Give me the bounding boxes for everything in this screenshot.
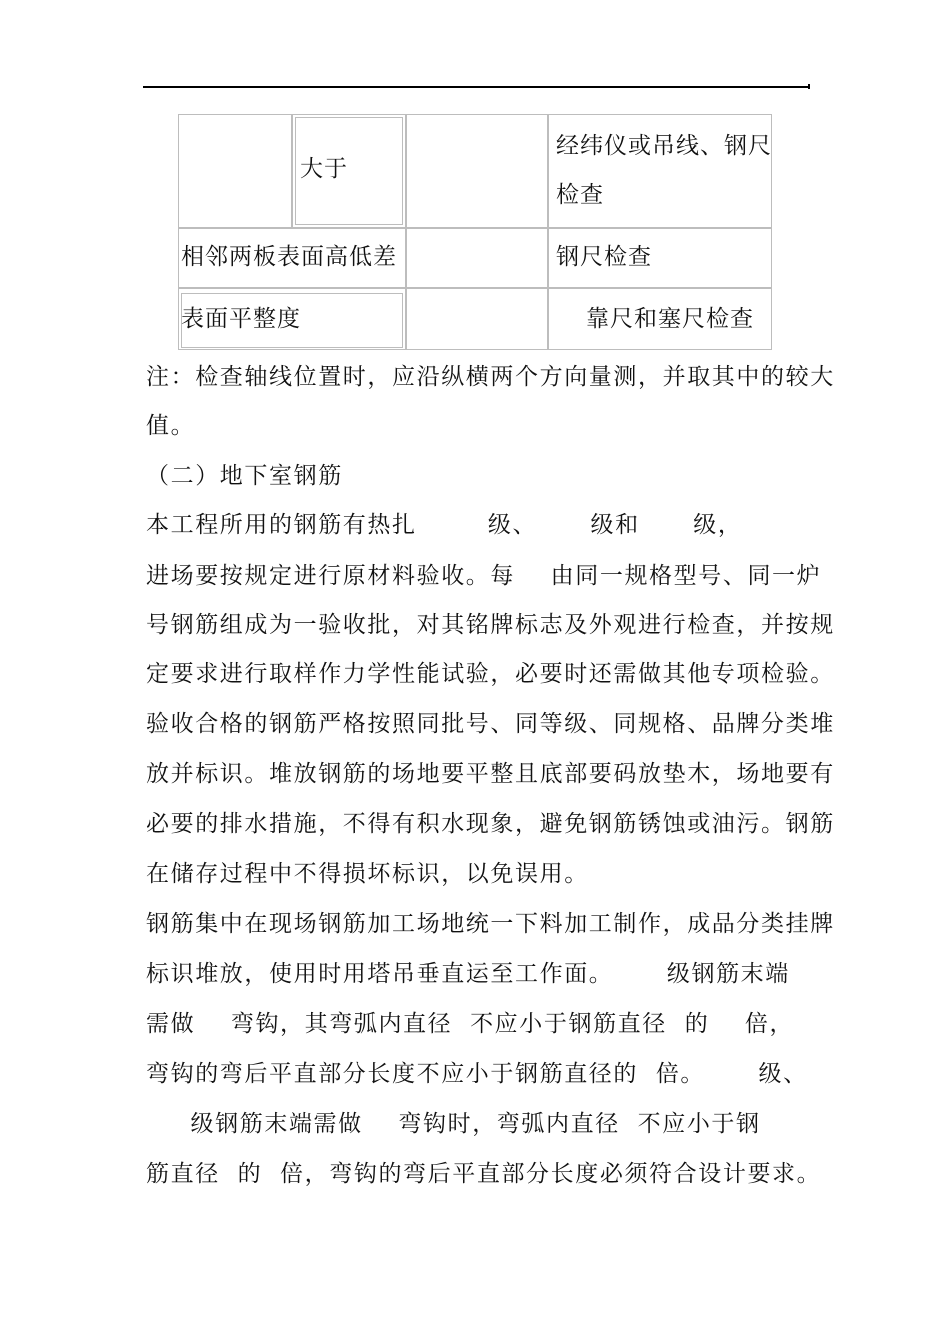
table-cell-r2c3 xyxy=(406,228,548,288)
body-line: 级钢筋末端需做 弯钩时，弯弧内直径 不应小于钢 xyxy=(146,1111,761,1137)
table-cell-text: 相邻两板表面高低差 xyxy=(181,244,397,270)
table-cell-r1c3 xyxy=(406,114,548,228)
body-line: 弯钩的弯后平直部分长度不应小于钢筋直径的 倍。 级、 xyxy=(146,1061,808,1087)
body-line: 必要的排水措施，不得有积水现象，避免钢筋锈蚀或油污。钢筋 xyxy=(146,811,835,837)
body-line: 号钢筋组成为一验收批，对其铭牌标志及外观进行检查，并按规 xyxy=(146,612,835,638)
body-line: 钢筋集中在现场钢筋加工场地统一下料加工制作，成品分类挂牌 xyxy=(146,911,835,937)
table-cell-text: 表面平整度 xyxy=(181,306,301,332)
body-line: 定要求进行取样作力学性能试验，必要时还需做其他专项检验。 xyxy=(146,661,835,687)
table-cell-text: 经纬仪或吊线、钢尺 xyxy=(556,133,772,159)
body-line: 验收合格的钢筋严格按照同批号、同等级、同规格、品牌分类堆 xyxy=(146,711,835,737)
body-line: 值。 xyxy=(146,413,196,439)
section-heading: （二）地下室钢筋 xyxy=(146,463,343,489)
table-cell-text: 钢尺检查 xyxy=(556,244,652,270)
body-line: 本工程所用的钢筋有热扎 级、 级和 级， xyxy=(146,512,743,538)
body-line: 需做 弯钩，其弯弧内直径 不应小于钢筋直径 的 倍， xyxy=(146,1011,795,1037)
table-cell-text: 检查 xyxy=(556,182,604,208)
table-cell-text: 大于 xyxy=(300,156,348,182)
table-cell-text: 靠尺和塞尺检查 xyxy=(586,306,754,332)
header-rule-end-mark xyxy=(808,84,810,89)
body-line: 在储存过程中不得损坏标识，以免误用。 xyxy=(146,861,589,887)
body-line: 进场要按规定进行原材料验收。每 由同一规格型号、同一炉 xyxy=(146,563,822,589)
table-cell-r1c1 xyxy=(178,114,292,228)
body-line: 标识堆放，使用时用塔吊垂直运至工作面。 级钢筋末端 xyxy=(146,961,790,987)
body-line: 筋直径 的 倍，弯钩的弯后平直部分长度必须符合设计要求。 xyxy=(146,1161,822,1187)
body-line: 放并标识。堆放钢筋的场地要平整且底部要码放垫木，场地要有 xyxy=(146,761,835,787)
table-cell-r3c3 xyxy=(406,288,548,350)
header-rule xyxy=(143,86,810,88)
body-line: 注：检查轴线位置时，应沿纵横两个方向量测，并取其中的较大 xyxy=(146,364,835,390)
